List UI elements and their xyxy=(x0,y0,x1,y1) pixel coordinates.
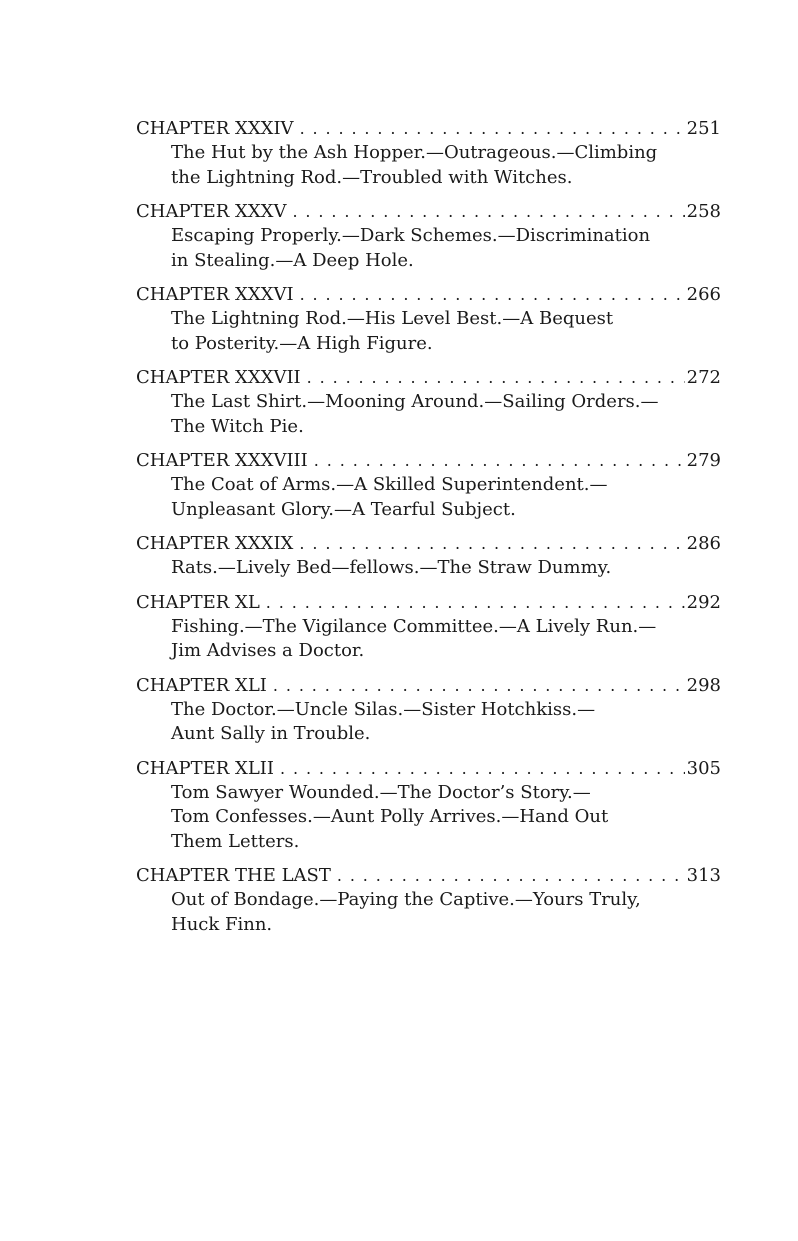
summary-line: Out of Bondage.—Paying the Captive.—Yours Truly, xyxy=(171,889,641,910)
summary-line: The Hut by the Ash Hopper.—Outrageous.—Climbing xyxy=(171,142,658,163)
dot-leader xyxy=(314,448,685,473)
summary-line: The Witch Pie. xyxy=(171,415,304,437)
chapter-title: CHAPTER XXXV xyxy=(136,201,287,222)
toc-entry xyxy=(136,116,721,190)
dot-leader xyxy=(337,863,685,888)
summary-line: to Posterity.—A High Figure. xyxy=(171,332,433,354)
chapter-heading[interactable] xyxy=(136,531,721,556)
page-number: 272 xyxy=(686,367,721,388)
page-number: 298 xyxy=(686,674,721,696)
chapter-title: CHAPTER XXXIV xyxy=(136,118,294,139)
toc-entry xyxy=(136,531,721,581)
page-number: 286 xyxy=(686,533,721,554)
summary-line: Escaping Properly.—Dark Schemes.—Discrimination xyxy=(171,225,651,246)
page-number: 251 xyxy=(686,118,721,139)
summary-line: The Coat of Arms.—A Skilled Superintendent.— xyxy=(171,474,608,495)
summary-line: The Last Shirt.—Mooning Around.—Sailing Orders.— xyxy=(171,391,659,412)
chapter-summary xyxy=(171,390,721,439)
chapter-summary xyxy=(171,556,721,581)
summary-line: Tom Confesses.—Aunt Polly Arrives.—Hand Out xyxy=(171,806,609,827)
chapter-heading[interactable] xyxy=(136,116,721,141)
toc-entry xyxy=(136,199,721,273)
summary-line: The Lightning Rod.—His Level Best.—A Bequest xyxy=(171,308,614,329)
chapter-title: CHAPTER XXXVI xyxy=(136,284,294,305)
chapter-title: CHAPTER XXXVIII xyxy=(136,450,308,471)
chapter-summary xyxy=(171,141,721,190)
toc-entry xyxy=(136,282,721,356)
chapter-summary xyxy=(171,698,721,747)
dot-leader xyxy=(300,282,685,307)
toc-entry xyxy=(136,365,721,439)
summary-line: Rats.—Lively Bed—fellows.—The Straw Dummy. xyxy=(171,557,612,578)
toc-entry xyxy=(136,448,721,522)
page-number: 292 xyxy=(686,591,721,613)
chapter-heading[interactable] xyxy=(136,282,721,307)
summary-line: The Doctor.—Uncle Silas.—Sister Hotchkiss.— xyxy=(171,698,596,720)
chapter-heading[interactable] xyxy=(136,673,721,698)
dot-leader xyxy=(273,673,685,698)
dot-leader xyxy=(300,116,685,141)
chapter-summary xyxy=(171,615,721,664)
toc-entry xyxy=(136,590,721,664)
summary-line: Aunt Sally in Trouble. xyxy=(171,723,371,744)
chapter-heading[interactable] xyxy=(136,448,721,473)
summary-line: Unpleasant Glory.—A Tearful Subject. xyxy=(171,498,516,520)
dot-leader xyxy=(292,199,684,224)
toc-entry xyxy=(136,863,721,937)
page-number: 305 xyxy=(686,757,721,779)
dot-leader xyxy=(307,365,685,390)
chapter-heading[interactable] xyxy=(136,365,721,390)
summary-line: Huck Finn. xyxy=(171,913,273,935)
toc-entry xyxy=(136,673,721,747)
chapter-summary xyxy=(171,473,721,522)
chapter-summary xyxy=(171,224,721,273)
dot-leader xyxy=(280,756,685,781)
chapter-summary xyxy=(171,888,721,937)
summary-line: in Stealing.—A Deep Hole. xyxy=(171,249,414,271)
page-number: 258 xyxy=(686,201,721,222)
summary-line: Jim Advises a Doctor. xyxy=(171,640,365,661)
table-of-contents xyxy=(136,116,721,946)
chapter-heading[interactable] xyxy=(136,863,721,888)
summary-line: Tom Sawyer Wounded.—The Doctor’s Story.— xyxy=(171,781,591,803)
chapter-title: CHAPTER THE LAST xyxy=(136,865,331,886)
chapter-title: CHAPTER XLII xyxy=(136,757,274,779)
dot-leader xyxy=(299,531,684,556)
chapter-title: CHAPTER XLI xyxy=(136,674,267,696)
chapter-title: CHAPTER XXXIX xyxy=(136,533,294,554)
page-number: 313 xyxy=(686,865,721,886)
page-number: 266 xyxy=(686,284,721,305)
chapter-title: CHAPTER XL xyxy=(136,591,260,613)
chapter-title: CHAPTER XXXVII xyxy=(136,367,301,388)
summary-line: Them Letters. xyxy=(171,830,300,852)
chapter-heading[interactable] xyxy=(136,756,721,781)
chapter-heading[interactable] xyxy=(136,199,721,224)
page-number: 279 xyxy=(686,450,721,471)
summary-line: the Lightning Rod.—Troubled with Witches. xyxy=(171,166,573,188)
summary-line: Fishing.—The Vigilance Committee.—A Lively Run.— xyxy=(171,615,657,637)
chapter-summary xyxy=(171,307,721,356)
chapter-summary xyxy=(171,781,721,855)
chapter-heading[interactable] xyxy=(136,590,721,615)
toc-entry xyxy=(136,756,721,855)
dot-leader xyxy=(266,590,685,615)
